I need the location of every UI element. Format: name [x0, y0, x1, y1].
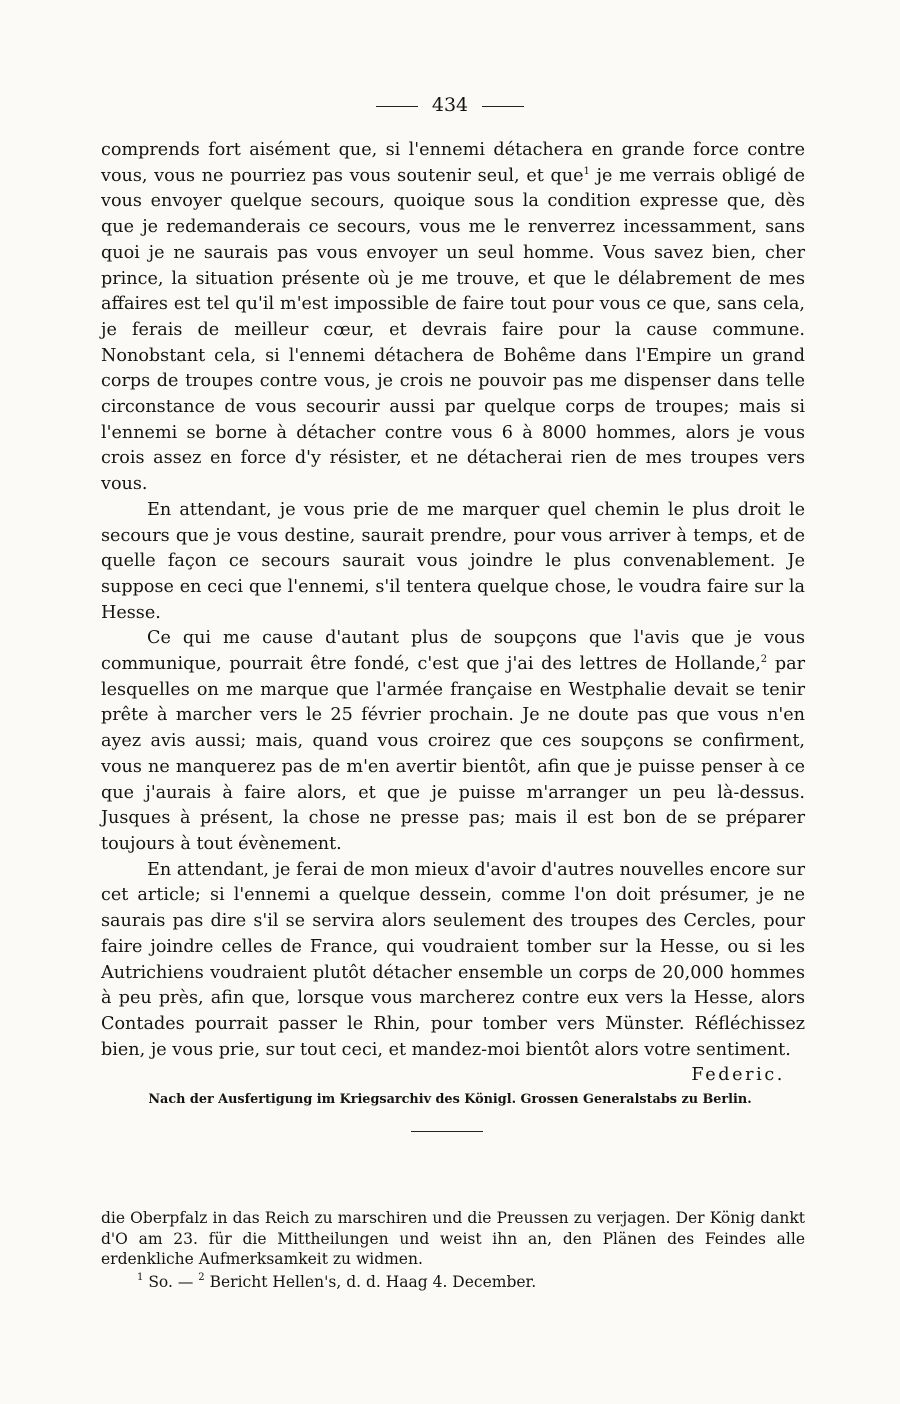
footnote-ref-2: 2	[760, 654, 768, 666]
paragraph-3-text: Ce qui me cause d'autant plus de soupçons que l'avis que je vous communique, pourrait être fondé, c'est que j'ai des lettres de Hollande,	[101, 628, 805, 675]
paragraph-3	[101, 626, 805, 857]
paragraph-2-text: En attendant, je vous prie de me marquer quel chemin le plus droit le secours que je vous destine, saurait prendre, pour vous arriver à temps, et de quelle façon ce secours saurait vous joindre le plus convenablement. Je suppose en ceci que l'ennemi, s'il tentera quelque chose, le voudra faire sur la Hesse.	[101, 499, 805, 623]
footnote-2-text: Bericht Hellen's, d. d. Haag 4. December.	[209, 1272, 537, 1291]
source-note: Nach der Ausfertigung im Kriegsarchiv des Königl. Grossen Generalstabs zu Berlin.	[148, 1092, 752, 1108]
footnote-continuation: die Oberpfalz in das Reich zu marschiren und die Preussen zu verjagen. Der König dankt d'O am 23. für die Mittheilungen und weist ihn an, den Plänen des Feindes alle erdenkliche Aufmerksamkeit zu widmen.	[101, 1209, 805, 1268]
paragraph-1-text: comprends fort aisément que, si l'ennemi détachera en grande force contre vous, vous ne pourriez pas vous soutenir seul, et que	[101, 140, 805, 186]
footnote-ref-1: 1	[583, 165, 590, 177]
paragraph-4-text: En attendant, je ferai de mon mieux d'avoir d'autres nouvelles encore sur cet article; si l'ennemi a quelque dessein, comme l'on doit présumer, je ne saurais pas dire s'il se servira alors seulement des troupes des Cercles, pour faire joindre celles de France, qui voudraient tomber sur la Hesse, ou si les Autrichiens voudraient plutôt détacher ensemble un corps de 20,000 hommes à peu près, afin que, lorsque vous marcherez contre eux vers la Hesse, alors Contades pourrait passer le Rhin, pour tomber vers Münster. Réfléchissez bien, je vous prie, sur tout ceci, et mandez-moi bientôt alors votre sentiment.	[101, 859, 805, 1060]
letter-body	[101, 138, 805, 1132]
page-header	[0, 92, 900, 118]
paragraph-1	[101, 138, 805, 498]
header-rule-left	[376, 106, 418, 107]
footnote-2-marker: 2	[198, 1271, 205, 1283]
page-number: 434	[431, 94, 469, 116]
signature: Federic.	[691, 1065, 785, 1086]
footnote-separator	[411, 1131, 483, 1132]
footnote-1-text: So. —	[148, 1272, 194, 1291]
paragraph-4	[101, 858, 805, 1064]
paragraph-2	[101, 498, 805, 627]
paragraph-3-continued: par lesquelles on me marque que l'armée française en Westphalie devait se tenir prête à marcher vers le 25 février prochain. Je ne doute pas que vous n'en ayez avis aussi; mais, quand vous croirez que ces soupçons se confirment, vous ne manquerez pas de m'en avertir bientôt, afin que je puisse penser à ce que j'aurais à faire alors, et que je puisse m'arranger un peu là-dessus. Jusques à présent, la chose ne presse pas; mais il est bon de se préparer toujours à tout évènement.	[101, 654, 805, 854]
footnotes	[101, 1208, 805, 1292]
footnote-1-marker: 1	[137, 1271, 144, 1283]
footnote-line	[101, 1272, 805, 1293]
header-rule-right	[482, 106, 524, 107]
paragraph-1-continued: je me verrais obligé de vous envoyer quelque secours, quoique sous la condition expresse que, dès que je redemanderais ce secours, vous me le renverrez incessamment, sans quoi je ne saurais pas vous envoyer un seul homme. Vous savez bien, cher prince, la situation présente où je me trouve, et que le délabrement de mes affaires est tel qu'il m'est impossible de faire tout pour vous ce que, sans cela, je ferais de meilleur cœur, et devrais faire pour la cause commune. Nonobstant cela, si l'ennemi détachera de Bohême dans l'Empire un grand corps de troupes contre vous, je crois ne pouvoir pas me dispenser dans telle circonstance de vous secourir aussi par quelque corps de troupes; mais si l'ennemi se borne à détacher contre vous 6 à 8000 hommes, alors je vous crois assez en force d'y résister, et ne détacherai rien de mes troupes vers vous.	[101, 165, 805, 495]
